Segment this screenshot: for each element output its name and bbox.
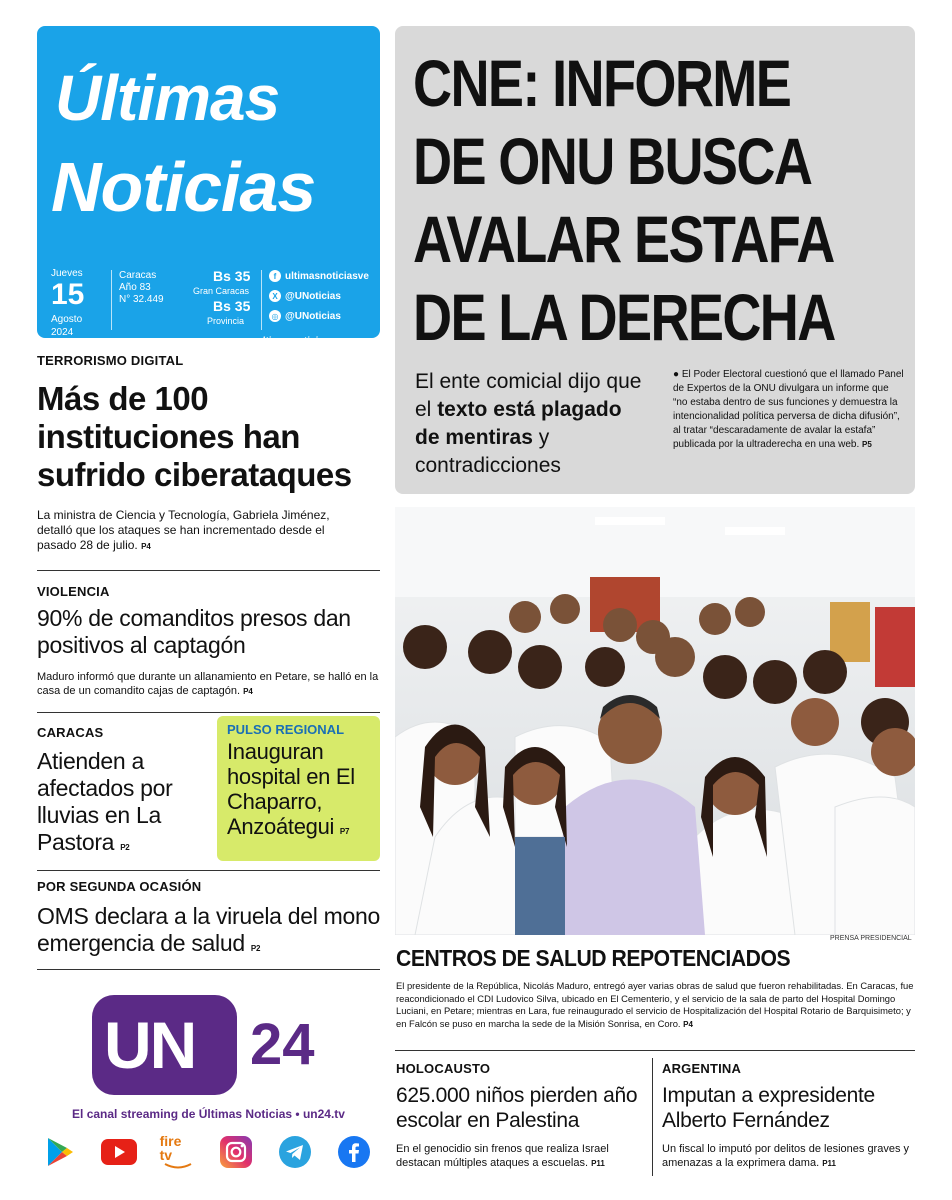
body-centros bbox=[396, 980, 916, 1032]
kicker-caracas: CARACAS bbox=[37, 725, 104, 740]
logo-line-1: Últimas bbox=[55, 62, 280, 134]
price-provincia-label: Provincia bbox=[207, 316, 245, 326]
divider bbox=[261, 270, 262, 330]
divider bbox=[37, 870, 380, 871]
group-photo-illustration bbox=[395, 507, 915, 935]
headline-text: Inauguran hospital en El Chaparro, Anzoátegui bbox=[227, 739, 355, 839]
un24-number: 24 bbox=[250, 1012, 315, 1077]
body-terrorismo bbox=[37, 508, 337, 554]
kicker-holocausto: HOLOCAUSTO bbox=[396, 1061, 491, 1076]
headline-terrorismo[interactable]: Más de 100 instituciones han sufrido ciberataques bbox=[37, 380, 352, 493]
divider bbox=[37, 570, 380, 571]
headline-oms[interactable] bbox=[37, 903, 380, 962]
body-text: Maduro informó que durante un allanamiento en Petare, se halló en la casa de un comandito cajas de captagón. bbox=[37, 671, 379, 697]
deck-bold: texto está plagado de mentiras bbox=[415, 398, 622, 449]
body-violencia bbox=[37, 670, 380, 699]
body-text: El presidente de la República, Nicolás Maduro, entregó ayer varias obras de salud que fueron rehabilitadas. En Caracas, fue reacondicionado el CDI Ludovico Silva, ubicado en El Cementerio, y el servicio de la sala de parto del Hospital Domingo Luciani, en Petare; mientras en Lara, fue reinaugurado el servicio de Hospitalización del Hospital Rotario de Barquisimeto; y en Falcón se puso en marcha la sede de la Misión Sonrisa, en Coro. bbox=[396, 980, 914, 1030]
social-handle: @UNoticias bbox=[285, 310, 341, 322]
page-ref: P11 bbox=[822, 1159, 836, 1168]
social-handle: @UNoticias bbox=[285, 290, 341, 302]
page-ref: P2 bbox=[250, 944, 261, 953]
social-x[interactable] bbox=[269, 290, 341, 302]
social-instagram[interactable] bbox=[269, 310, 341, 322]
day-number: 15 bbox=[51, 278, 85, 311]
page-ref: P5 bbox=[862, 440, 872, 449]
main-body bbox=[673, 368, 905, 452]
un24-logo[interactable] bbox=[92, 995, 342, 1095]
headline-text: OMS declara a la viruela del mono emergencia de salud bbox=[37, 903, 380, 956]
logo-line-2: Noticias bbox=[51, 148, 316, 226]
google-play-icon[interactable] bbox=[42, 1134, 78, 1170]
year: 2024 bbox=[51, 327, 74, 338]
headline-line: CNE: INFORME bbox=[413, 46, 791, 120]
deck-text: El ente comicial dijo que el bbox=[415, 370, 642, 421]
instagram-icon[interactable] bbox=[218, 1134, 254, 1170]
page-ref: P4 bbox=[243, 687, 253, 696]
social-facebook[interactable] bbox=[269, 270, 369, 282]
divider bbox=[37, 712, 380, 713]
facebook-icon[interactable] bbox=[336, 1134, 372, 1170]
headline-line: AVALAR ESTAFA bbox=[413, 202, 834, 276]
main-story bbox=[395, 26, 915, 494]
social-handle: ultimasnoticiasve bbox=[285, 270, 369, 282]
body-text: La ministra de Ciencia y Tecnología, Gabriela Jiménez, detalló que los ataques se han incrementado desde el pasado 28 de julio. bbox=[37, 508, 330, 552]
headline-line: DE ONU BUSCA bbox=[413, 124, 812, 198]
un24-letters: UN bbox=[104, 1008, 196, 1082]
headline-centros[interactable]: CENTROS DE SALUD REPOTENCIADOS bbox=[396, 945, 791, 971]
edition-info bbox=[119, 270, 164, 306]
streaming-caption: El canal streaming de Últimas Noticias • un24.tv bbox=[72, 1107, 345, 1121]
page-ref: P4 bbox=[683, 1020, 693, 1030]
issue-number: N° 32.449 bbox=[119, 294, 164, 305]
main-headline bbox=[413, 44, 835, 356]
kicker-argentina: ARGENTINA bbox=[662, 1061, 742, 1076]
website-url[interactable]: www.ultimasnoticias.com.ve bbox=[230, 336, 366, 347]
divider bbox=[395, 1050, 915, 1051]
page-ref: P2 bbox=[120, 843, 130, 852]
instagram-icon: ◎ bbox=[269, 310, 281, 322]
headline-violencia[interactable]: 90% de comanditos presos dan positivos al captagón bbox=[37, 605, 351, 658]
headline-line: DE LA DERECHA bbox=[413, 280, 835, 354]
page-ref: P7 bbox=[339, 827, 350, 836]
divider bbox=[652, 1058, 653, 1176]
x-icon: X bbox=[269, 290, 281, 302]
telegram-icon[interactable] bbox=[277, 1134, 313, 1170]
body-holocausto bbox=[396, 1142, 648, 1171]
price-caracas: Bs 35 bbox=[213, 268, 251, 284]
headline-text: Atienden a afectados por lluvias en La Pastora bbox=[37, 748, 173, 855]
kicker-terrorismo: TERRORISMO DIGITAL bbox=[37, 353, 184, 368]
news-photo bbox=[395, 507, 915, 935]
body-text: En el genocidio sin frenos que realiza Israel destacan múltiples ataques a escuelas. bbox=[396, 1143, 609, 1169]
kicker-pulso: PULSO REGIONAL bbox=[227, 722, 345, 737]
body-text: Un fiscal lo imputó por delitos de lesiones graves y amenazas a la exprimera dama. bbox=[662, 1143, 910, 1169]
volume: Año 83 bbox=[119, 282, 151, 293]
divider bbox=[37, 969, 380, 970]
app-icons bbox=[42, 1132, 372, 1172]
firetv-icon[interactable] bbox=[160, 1134, 196, 1170]
pulso-regional-box[interactable] bbox=[217, 716, 380, 861]
body-text: ● El Poder Electoral cuestionó que el llamado Panel de Expertos de la ONU divulgara un informe que “no estaba dentro de sus funciones y demuestra la intencionalidad política perversa de dicha difusión”, al tratar “descaradamente de avalar la estafa” publicada por la ultraderecha en una web. bbox=[673, 369, 904, 450]
firetv-text: fire tv bbox=[159, 1133, 182, 1163]
facebook-icon: f bbox=[269, 270, 281, 282]
price-provincia: Bs 35 bbox=[213, 298, 251, 314]
divider bbox=[111, 270, 112, 330]
headline-holocausto[interactable]: 625.000 niños pierden año escolar en Palestina bbox=[396, 1084, 638, 1132]
body-argentina bbox=[662, 1142, 916, 1171]
headline-pulso bbox=[227, 739, 370, 844]
photo-credit: PRENSA PRESIDENCIAL bbox=[830, 935, 912, 942]
main-deck bbox=[415, 368, 651, 480]
city: Caracas bbox=[119, 270, 157, 281]
headline-argentina[interactable]: Imputan a expresidente Alberto Fernández bbox=[662, 1084, 875, 1132]
page-ref: P11 bbox=[591, 1159, 605, 1168]
month: Agosto bbox=[51, 314, 83, 325]
masthead bbox=[37, 26, 380, 347]
headline-caracas[interactable] bbox=[37, 748, 207, 861]
page-ref: P4 bbox=[141, 542, 151, 551]
kicker-oms: POR SEGUNDA OCASIÓN bbox=[37, 879, 202, 894]
price-caracas-label: Gran Caracas bbox=[193, 286, 250, 296]
kicker-violencia: VIOLENCIA bbox=[37, 584, 110, 599]
day-name: Jueves bbox=[51, 268, 83, 279]
youtube-icon[interactable] bbox=[101, 1134, 137, 1170]
deck-text: y contradicciones bbox=[415, 426, 561, 477]
